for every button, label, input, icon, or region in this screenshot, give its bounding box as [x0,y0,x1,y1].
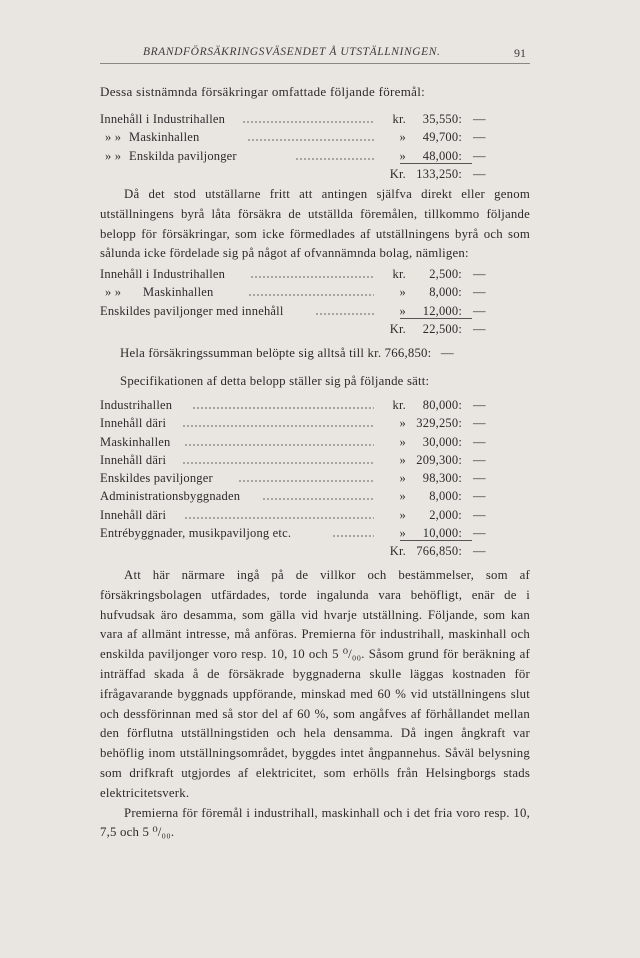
dot-leader [247,139,374,141]
item-label: Enskildes paviljonger med innehåll [100,303,284,318]
total-dash: — [473,166,486,181]
item-dash: — [473,471,486,486]
dot-leader [182,425,374,427]
item-unit: » [399,452,406,467]
item-amount: 2,500: [429,267,462,281]
list-item [100,433,485,451]
item-amount: 10,000: [422,526,462,541]
item-label: Enskildes paviljonger [100,471,213,486]
sum-line-dash: — [440,346,454,360]
dot-leader [332,535,374,537]
item-unit: » [399,471,406,486]
item-amount: 2,000: [429,507,462,522]
total-amount: 133,250: [416,166,462,181]
dot-leader [184,444,374,446]
item-amount: 49,700: [422,130,462,145]
paragraph-conditions [100,566,530,843]
item-unit: » [399,489,406,504]
item-dash: — [473,398,486,412]
insured-objects-list [100,110,485,183]
list-item [100,414,485,432]
paragraph-text: Då det stod utställarne fritt att antingen själfva direkt eller genom utställningens byrå låta försäkra de utställda föremålen, tillkommo följande belopp för försäkringar, som icke förmedlades af utställningens byrå och som sålunda icke fördelade sig på något af ofvannämnda bolag, nämligen: [100,187,530,261]
page-header [0,46,640,62]
specification-intro: Specifikationen af detta belopp ställer sig på följande sätt: [120,374,430,388]
item-dash: — [473,452,486,467]
specification-list [100,396,485,561]
dot-leader [315,313,374,315]
header-rule [100,63,530,64]
dot-leader [250,276,374,278]
item-unit: » [399,434,406,449]
direct-insurance-list [100,265,485,338]
paragraph-text: Premierna för föremål i industrihall, maskinhall och i det fria voro resp. 10, 7,5 och 5 ⁰/₀₀. [100,805,530,840]
item-amount: 329,250: [416,416,462,431]
list-item [100,283,485,301]
item-label: Innehåll däri [100,452,167,467]
item-unit: kr. [392,398,406,412]
dot-leader [238,480,374,482]
item-dash: — [473,416,486,431]
item-dash: — [473,303,486,318]
item-amount: 8,000: [429,285,462,300]
item-amount: 8,000: [429,489,462,504]
item-amount: 98,300: [422,471,462,486]
list-total [100,320,485,338]
item-label: Innehåll i Industrihallen [100,112,226,126]
sum-rule [400,318,472,319]
item-amount: 35,550: [422,112,462,126]
total-sum-line [120,346,530,361]
total-unit: Kr. [389,321,406,336]
list-item [100,265,485,283]
item-dash: — [473,526,486,541]
item-dash: — [473,489,486,504]
item-dash: — [473,130,486,145]
item-label: Innehåll i Industrihallen [100,267,226,281]
dot-leader [242,121,374,123]
ditto-mark: » » [105,148,122,163]
running-head: BRANDFÖRSÄKRINGSVÄSENDET Å UTSTÄLLNINGEN. [143,46,441,58]
dot-leader [295,158,374,160]
list-item [100,451,485,469]
item-label [105,147,237,165]
list-total [100,542,485,560]
item-label-text: Maskinhallen [129,130,200,145]
dot-leader [262,498,374,500]
item-unit: kr. [392,267,406,281]
item-label: Entrébyggnader, musikpaviljong etc. [100,526,292,541]
item-label: Industrihallen [100,398,173,412]
dot-leader [192,407,374,409]
list-item [100,302,485,320]
page-number: 91 [514,46,526,60]
total-dash: — [473,321,486,336]
item-unit: » [399,526,406,541]
item-unit: » [399,130,406,145]
item-unit: » [399,303,406,318]
list-item [100,469,485,487]
list-item [100,506,485,524]
item-amount: 80,000: [422,398,462,412]
item-unit: » [399,148,406,163]
list-item [100,524,485,542]
total-amount: 22,500: [422,321,462,336]
item-unit: » [399,507,406,522]
ditto-mark: » » [105,130,122,145]
total-unit: Kr. [389,544,406,559]
item-dash: — [473,112,486,126]
item-label: Administrationsbyggnaden [100,489,241,504]
item-amount: 209,300: [416,452,462,467]
list-item [100,147,485,165]
item-amount: 30,000: [422,434,462,449]
item-label [105,128,199,146]
item-dash: — [473,148,486,163]
total-unit: Kr. [389,166,406,181]
item-amount: 12,000: [422,303,462,318]
paragraph-self-insurance [100,185,530,264]
sum-line-text: Hela försäkringssumman belöpte sig alltså till kr. 766,850: [120,346,432,360]
total-dash: — [473,544,486,559]
item-label: Innehåll däri [100,416,167,431]
dot-leader [182,462,374,464]
item-dash: — [473,434,486,449]
list-item [100,128,485,146]
item-unit: kr. [392,112,406,126]
item-unit: » [399,285,406,300]
item-label-text: Maskinhallen [143,285,214,300]
item-dash: — [473,267,486,281]
item-amount: 48,000: [422,148,462,163]
item-label [105,283,213,301]
dot-leader [184,517,374,519]
sum-rule [400,163,472,164]
item-dash: — [473,285,486,300]
item-unit: » [399,416,406,431]
item-label-text: Enskilda paviljonger [129,148,237,163]
ditto-mark: » » [105,285,122,300]
item-label: Innehåll däri [100,507,167,522]
list-total [100,165,485,183]
list-item [100,110,485,128]
paragraph-text: Att här närmare ingå på de villkor och bestämmelser, som af försäkringsbolagen utfärdades, torde ingalunda vara behöfligt, enär de i hufvudsak äro desamma, som gälla vid hvarje utställning. Följande, som kan vara af allmänt intresse, må anföras. Premierna för industrihall, maskinhall och enskilda paviljonger voro resp. 10, 10 och 5 ⁰/₀₀. Såsom grund för beräkning af inträffad skada å de försäkrade byggnaderna skulle läggas kostnaden för ifrågavarande byggnads uppförande, minskad med 60 % vid utställningens slut och dessförinnan med så stor del af 60 %, som angåfves af förhållandet mellan den förflutna utställningstiden och hela densamma. Då ingen ångkraft var behöflig inom utställningsområdet, byggdes intet ångpannehus. Såväl belysning som drifkraft utgjordes af elektricitet, som erhölls från Helsingborgs stads elektricitetsverk. [100,568,530,800]
list-item [100,487,485,505]
item-label: Maskinhallen [100,434,171,449]
list-item [100,396,485,414]
intro-line: Dessa sistnämnda försäkringar omfattade följande föremål: [100,84,426,99]
sum-rule [400,540,472,541]
item-dash: — [473,507,486,522]
total-amount: 766,850: [416,544,462,559]
dot-leader [248,294,374,296]
